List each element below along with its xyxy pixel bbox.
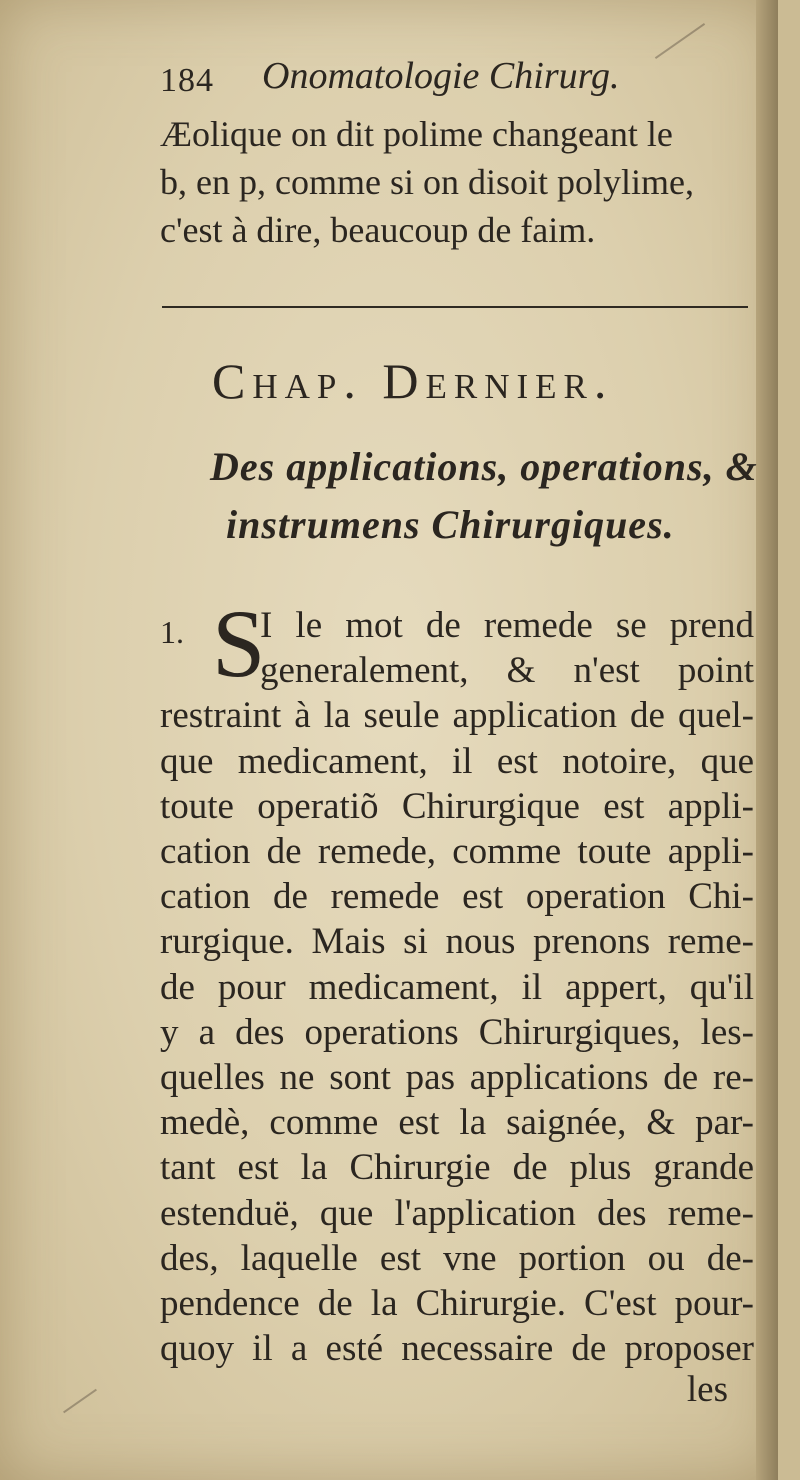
text-line: rurgique. Mais si nous prenons reme- [160,921,754,963]
text-line: b, en p, comme si on disoit polylime, [160,162,694,202]
text-line: cation de remede, comme toute appli- [160,831,754,873]
running-title: Onomatologie Chirurg. [262,55,620,97]
text-line: tant est la Chirurgie de plus grande [160,1147,754,1189]
text-line: estenduë, que l'application des reme- [160,1192,754,1234]
text-line: de pour medicament, il appert, qu'il [160,966,754,1008]
text-line: toute operatiõ Chirurgique est appli- [160,785,754,827]
chapter-subtitle [210,438,770,554]
previous-paragraph-end [160,110,760,254]
text-line: Æolique on dit polime changeant le [160,114,673,154]
text-line: c'est à dire, beaucoup de faim. [160,210,596,250]
ink-mark [63,1389,97,1414]
text-line: generalement, & n'est point [260,650,754,692]
text-line: quoy il a esté necessaire de proposer [160,1328,754,1370]
subtitle-line: instrumens Chirurgiques. [226,502,675,547]
section-divider-rule [162,306,748,308]
page-number: 184 [160,62,214,99]
subtitle-line: Des applications, operations, & [210,444,758,489]
text-line: cation de remede est operation Chi- [160,876,754,918]
text-line: des, laquelle est vne portion ou de- [160,1237,754,1279]
chapter-heading: Chap. Dernier. [212,353,614,409]
drop-cap: S [212,590,266,697]
text-line: pendence de la Chirurgie. C'est pour- [160,1283,754,1325]
text-line: y a des operations Chirurgiques, les- [160,1011,754,1053]
paragraph-body [160,603,754,1371]
paragraph-number: 1. [160,614,184,650]
ink-mark [655,23,705,59]
text-line: I le mot de remede se prend [260,605,754,646]
text-line: que medicament, il est notoire, que [160,740,754,782]
catchword: les [686,1369,728,1410]
text-line: restraint à la seule application de quel- [160,695,754,737]
text-line: quelles ne sont pas applications de re- [160,1057,754,1099]
text-line: medè, comme est la saignée, & par- [160,1102,754,1144]
